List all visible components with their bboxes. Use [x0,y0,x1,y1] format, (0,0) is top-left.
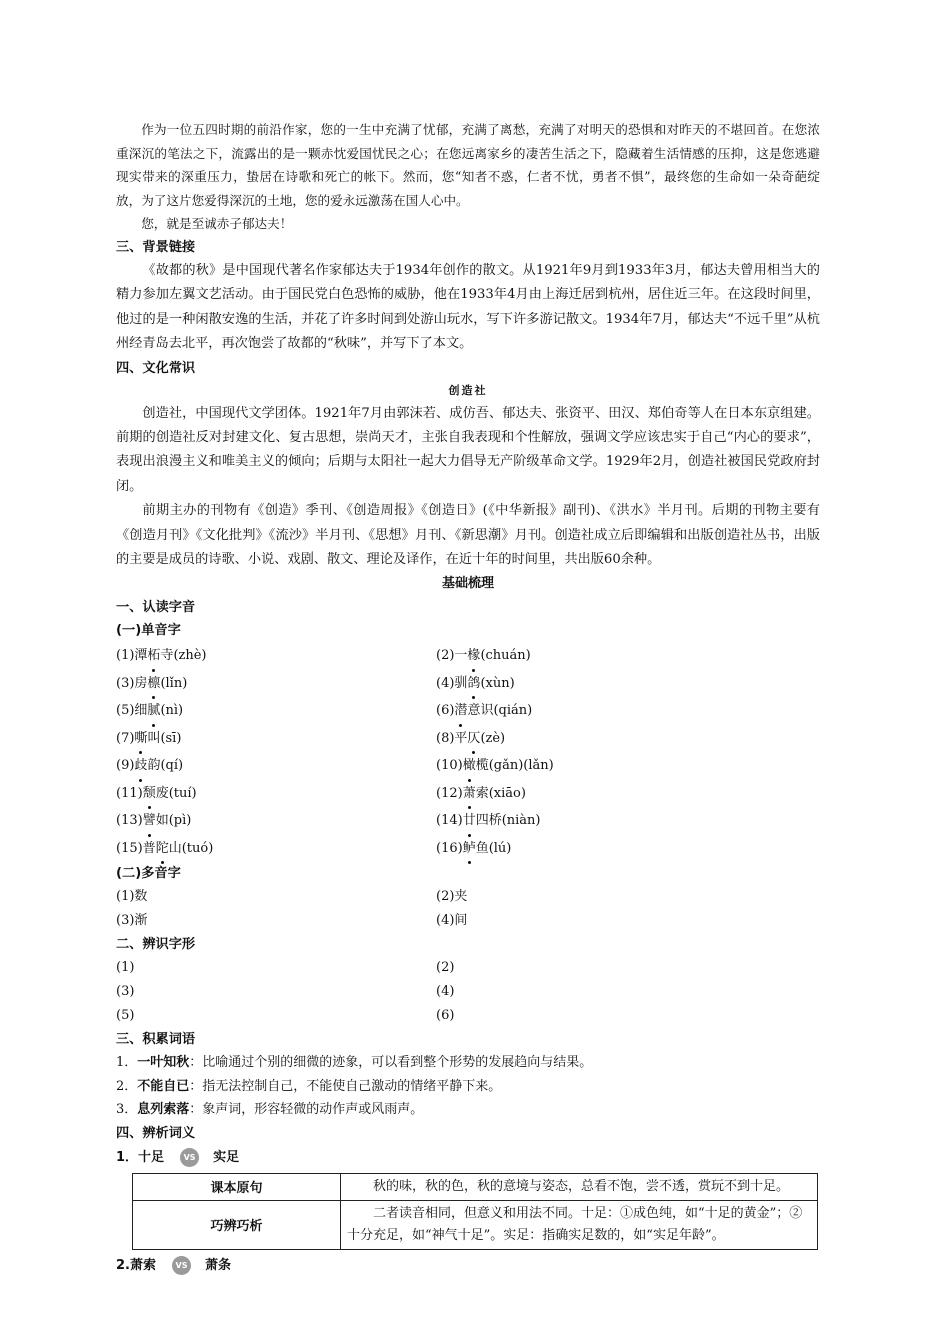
pair-word-b: 萧条 [205,1257,232,1273]
single-sound-item [116,752,436,780]
vocab-item [116,1098,820,1122]
emphasized-char: 橄 [463,752,476,780]
emphasized-char: 檩 [147,670,160,698]
vocab-heading: 三、积累词语 [116,1032,196,1048]
item-prefix: (10) [436,758,463,774]
document-page [116,118,820,1279]
culture-paragraph-1: 创造社，中国现代文学团体。1921年7月由郭沫若、成仿吾、郁达夫、张资平、田汉、郑伯奇等人在日本东京组建。前期的创造社反对封建文化、复古思想，崇尚天才，主张自我表现和个性解放，强调文学应该忠实于自己“内心的要求”，表现出浪漫主义和唯美主义的倾向；后期与太阳社一起大力倡导无产阶级革命文学。1929年2月，创造社被国民党政府封闭。 [116,405,820,494]
item-suffix: 榄(gǎn)(lǎn) [475,758,554,774]
emphasized-char: 廿 [463,807,476,835]
emphasized-char: 鲈 [463,835,476,863]
table-label: 巧辨巧析 [133,1200,341,1249]
background-text: 《故都的秋》是中国现代著名作家郁达夫于1934年创作的散文。从1921年9月到1933年3月，郁达夫曾用相当大的精力参加左翼文艺活动。由于国民党白色恐怖的威胁，他在1933年4月由上海迁居到杭州，居住近三年。在这段时间里，他过的是一种闲散安逸的生活，并花了许多时间到处游山玩水，写下许多游记散文。1934年7月，郁达夫“不远千里”从杭州经青岛去北平，再次饱尝了故都的“秋味”，并写下了本文。 [116,262,820,352]
item-suffix: 叫(sī) [147,730,182,746]
vocab-number: 2． [116,1078,138,1094]
item-prefix: (13) [116,813,143,829]
single-sound-item [436,670,820,698]
intro-closing: 您，就是至诚赤子郁达夫！ [141,216,293,232]
vocab-definition: ：指无法控制自己，不能使自己激动的情绪平静下来。 [189,1078,502,1094]
single-sound-item [116,642,436,670]
emphasized-char: 鸽 [467,670,480,698]
multi-sound-item: (2)夹 [436,889,468,905]
char-shape-item: (5) [116,1008,135,1024]
item-prefix: (2)一 [436,648,468,664]
single-sound-item [116,835,436,863]
single-sound-item [436,780,820,808]
single-sound-grid [116,642,820,862]
multi-sound-item: (1)数 [116,889,148,905]
emphasized-char: 颓 [143,780,156,808]
char-shape-item: (2) [436,960,455,976]
single-sound-item [116,697,436,725]
item-suffix: (nì) [160,703,184,719]
single-sound-item [116,670,436,698]
single-sound-item [436,725,820,753]
item-suffix: 韵(qí) [147,758,184,774]
emphasized-char: 陀 [156,835,169,863]
intro-paragraph: 作为一位五四时期的前沿作家，您的一生中充满了忧郁，充满了离愁，充满了对明天的恐惧和对昨天的不堪回首。在您浓重深沉的笔法之下，流露出的是一颗赤忱爱国忧民之心；在您远离家乡的凄苦生活之下，隐藏着生活情感的压抑，这是您逃避现实带来的深重压力，蛰居在诗歌和死亡的帐下。然而，您“知者不惑，仁者不忧，勇者不惧”，最终您的生命如一朵奇葩绽放，为了这片您爱得深沉的土地，您的爱永远激荡在国人心中。 [116,122,820,208]
item-suffix: 意识(qián) [467,703,533,719]
item-prefix: (6) [436,703,455,719]
single-sound-item [436,752,820,780]
char-shape-item: (6) [436,1008,455,1024]
multi-sound-item: (4)间 [436,913,468,929]
single-sound-item [116,780,436,808]
single-sound-heading: (一)单音字 [116,623,181,639]
single-sound-item [116,725,436,753]
single-sound-item [116,807,436,835]
word-pair-1 [116,1145,820,1171]
vocab-definition: ：象声词，形容轻微的动作声或风雨声。 [189,1102,424,1118]
table-row [133,1173,818,1200]
char-shape-grid [116,956,820,1028]
vocab-number: 1． [116,1055,138,1071]
vocab-term: 息列索落 [137,1102,190,1118]
emphasized-char: 椽 [467,642,480,670]
item-suffix: (xùn) [480,675,515,691]
vocab-item [116,1075,820,1099]
char-shape-heading: 二、辨识字形 [116,937,196,953]
item-suffix: (lǐn) [160,675,188,691]
emphasized-char: 譬 [143,807,156,835]
vocab-term: 一叶知秋 [137,1055,190,1071]
emphasized-char: 嘶 [134,725,147,753]
emphasized-char: 腻 [147,697,160,725]
item-prefix: (12) [436,785,463,801]
item-suffix: (zè) [480,730,506,746]
item-prefix: (9) [116,758,135,774]
item-prefix: (8)平 [436,730,468,746]
single-sound-item [436,697,820,725]
table-cell: 二者读音相同，但意义和用法不同。十足：①成色纯，如“十足的黄金”；②十分充足，如“神气十足”。实足：指确实足数的，如“实足年龄”。 [341,1200,818,1249]
item-prefix: (4)驯 [436,675,468,691]
emphasized-char: 仄 [467,725,480,753]
multi-sound-heading: (二)多音字 [116,866,181,882]
vs-icon: VS [172,1256,191,1275]
vocab-term: 不能自已 [137,1078,190,1094]
pair-word-b: 实足 [213,1149,240,1165]
item-prefix: (14) [436,813,463,829]
item-suffix: 如(pì) [155,813,192,829]
item-prefix: (5)细 [116,703,148,719]
vocab-number: 3． [116,1102,138,1118]
single-sound-item [436,642,820,670]
item-prefix: (7) [116,730,135,746]
word-pair-2 [116,1253,820,1279]
single-sound-item [436,835,820,863]
emphasized-char: 潜 [454,697,467,725]
section-title: 基础梳理 [441,576,494,592]
item-prefix: (1)潭 [116,648,148,664]
culture-heading: 四、文化常识 [116,360,196,376]
emphasized-char: 歧 [134,752,147,780]
char-shape-item: (1) [116,960,135,976]
char-shape-item: (4) [436,984,455,1000]
culture-paragraph-2: 前期主办的刊物有《创造》季刊、《创造周报》《创造日》(《中华新报》副刊)、《洪水》半月刊。后期的刊物主要有《创造月刊》《文化批判》《流沙》半月刊、《思想》月刊、《新思潮》月刊。创造社成立后即编辑和出版创造社丛书，出版的主要是成员的诗歌、小说、戏剧、散文、理论及译作，在近十年的时间里，共出版60余种。 [116,503,820,568]
background-heading: 三、背景链接 [116,239,196,255]
emphasized-char: 柘 [147,642,160,670]
item-suffix: 废(tuí) [155,785,197,801]
item-prefix: (11) [116,785,143,801]
pair-number: 1． [116,1149,139,1165]
vocab-item [116,1051,820,1075]
pair-word-a: 萧索 [129,1257,156,1273]
pronunciation-heading: 一、认读字音 [116,600,196,616]
item-suffix: 山(tuó) [168,840,214,856]
multi-sound-grid [116,885,820,933]
item-suffix: 四桥(niàn) [475,813,541,829]
table-row [133,1200,818,1249]
pair-word-a: 十足 [138,1149,165,1165]
single-sound-item [436,807,820,835]
item-suffix: (chuán) [480,648,531,664]
item-suffix: 寺(zhè) [160,648,207,664]
item-suffix: 索(xiāo) [475,785,526,801]
vocab-definition: ：比喻通过个别的细微的迹象，可以看到整个形势的发展趋向与结果。 [189,1055,593,1071]
emphasized-char: 萧 [463,780,476,808]
pair-number: 2. [116,1257,130,1273]
table-label: 课本原句 [133,1173,341,1200]
word-meaning-heading: 四、辨析词义 [116,1125,196,1141]
culture-title: 创造社 [448,383,488,397]
item-suffix: 鱼(lú) [475,840,512,856]
comparison-table [132,1173,818,1250]
table-cell: 秋的味，秋的色，秋的意境与姿态，总看不饱，尝不透，赏玩不到十足。 [341,1173,818,1200]
vs-icon: VS [180,1148,199,1167]
item-prefix: (16) [436,840,463,856]
item-prefix: (3)房 [116,675,148,691]
item-prefix: (15)普 [116,840,156,856]
multi-sound-item: (3)渐 [116,913,148,929]
char-shape-item: (3) [116,984,135,1000]
